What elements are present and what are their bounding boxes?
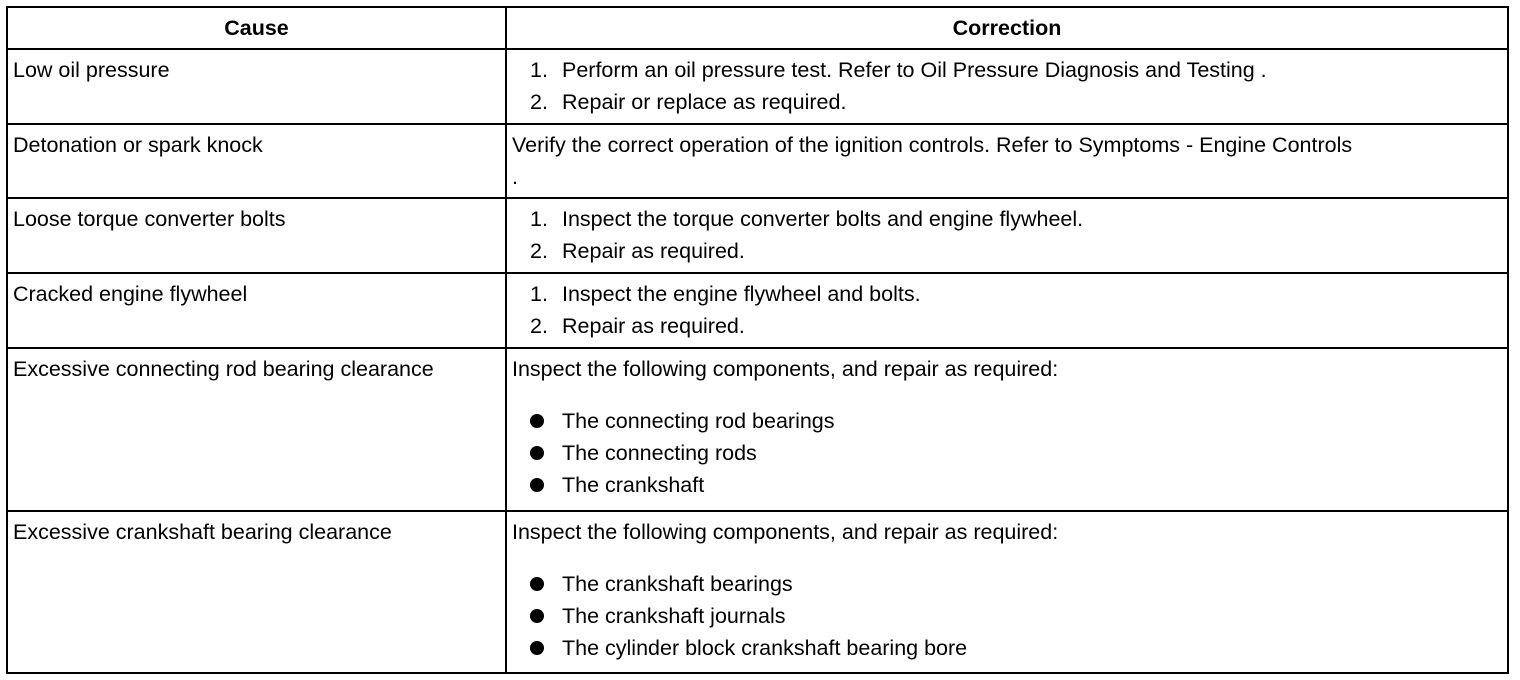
cause-cell: Loose torque converter bolts (7, 198, 506, 273)
table-row (7, 124, 1508, 198)
list-item: The cylinder block crankshaft bearing bore (530, 632, 1502, 664)
correction-intro: Inspect the following components, and repair as required: (512, 357, 1059, 381)
table-row (7, 198, 1508, 273)
table-row (7, 273, 1508, 348)
correction-cell (506, 273, 1508, 348)
list-item: Repair or replace as required. (562, 90, 847, 114)
correction-cell (506, 348, 1508, 511)
bullet-list (512, 405, 1502, 501)
table-header-row (7, 7, 1508, 49)
list-item: The crankshaft journals (530, 600, 1502, 632)
correction-cell (506, 198, 1508, 273)
table-row (7, 511, 1508, 673)
cause-cell: Detonation or spark knock (7, 124, 506, 198)
correction-cell (506, 124, 1508, 198)
correction-text: Verify the correct operation of the ignition controls. Refer to Symptoms - Engine Controls (512, 133, 1353, 157)
bullet-list (512, 568, 1502, 664)
list-item: Inspect the engine flywheel and bolts. (562, 282, 921, 306)
correction-text-tail: . (512, 165, 518, 189)
steps-list (512, 54, 1502, 118)
correction-intro: Inspect the following components, and repair as required: (512, 520, 1059, 544)
list-item: The crankshaft (530, 469, 1502, 501)
cause-cell: Excessive connecting rod bearing clearance (7, 348, 506, 511)
cause-cell: Excessive crankshaft bearing clearance (7, 511, 506, 673)
correction-column-header: Correction (506, 7, 1508, 49)
list-item: Perform an oil pressure test. Refer to Oil Pressure Diagnosis and Testing . (562, 58, 1267, 82)
cause-column-header: Cause (7, 7, 506, 49)
steps-list (512, 203, 1502, 267)
correction-cell (506, 49, 1508, 124)
cause-cell: Cracked engine flywheel (7, 273, 506, 348)
list-item: The connecting rod bearings (530, 405, 1502, 437)
diagnostic-table (6, 6, 1509, 674)
table-row (7, 348, 1508, 511)
correction-cell (506, 511, 1508, 673)
list-item: Repair as required. (562, 239, 745, 263)
table-row (7, 49, 1508, 124)
list-item: Inspect the torque converter bolts and engine flywheel. (562, 207, 1084, 231)
cause-cell: Low oil pressure (7, 49, 506, 124)
list-item: Repair as required. (562, 314, 745, 338)
list-item: The connecting rods (530, 437, 1502, 469)
steps-list (512, 278, 1502, 342)
list-item: The crankshaft bearings (530, 568, 1502, 600)
